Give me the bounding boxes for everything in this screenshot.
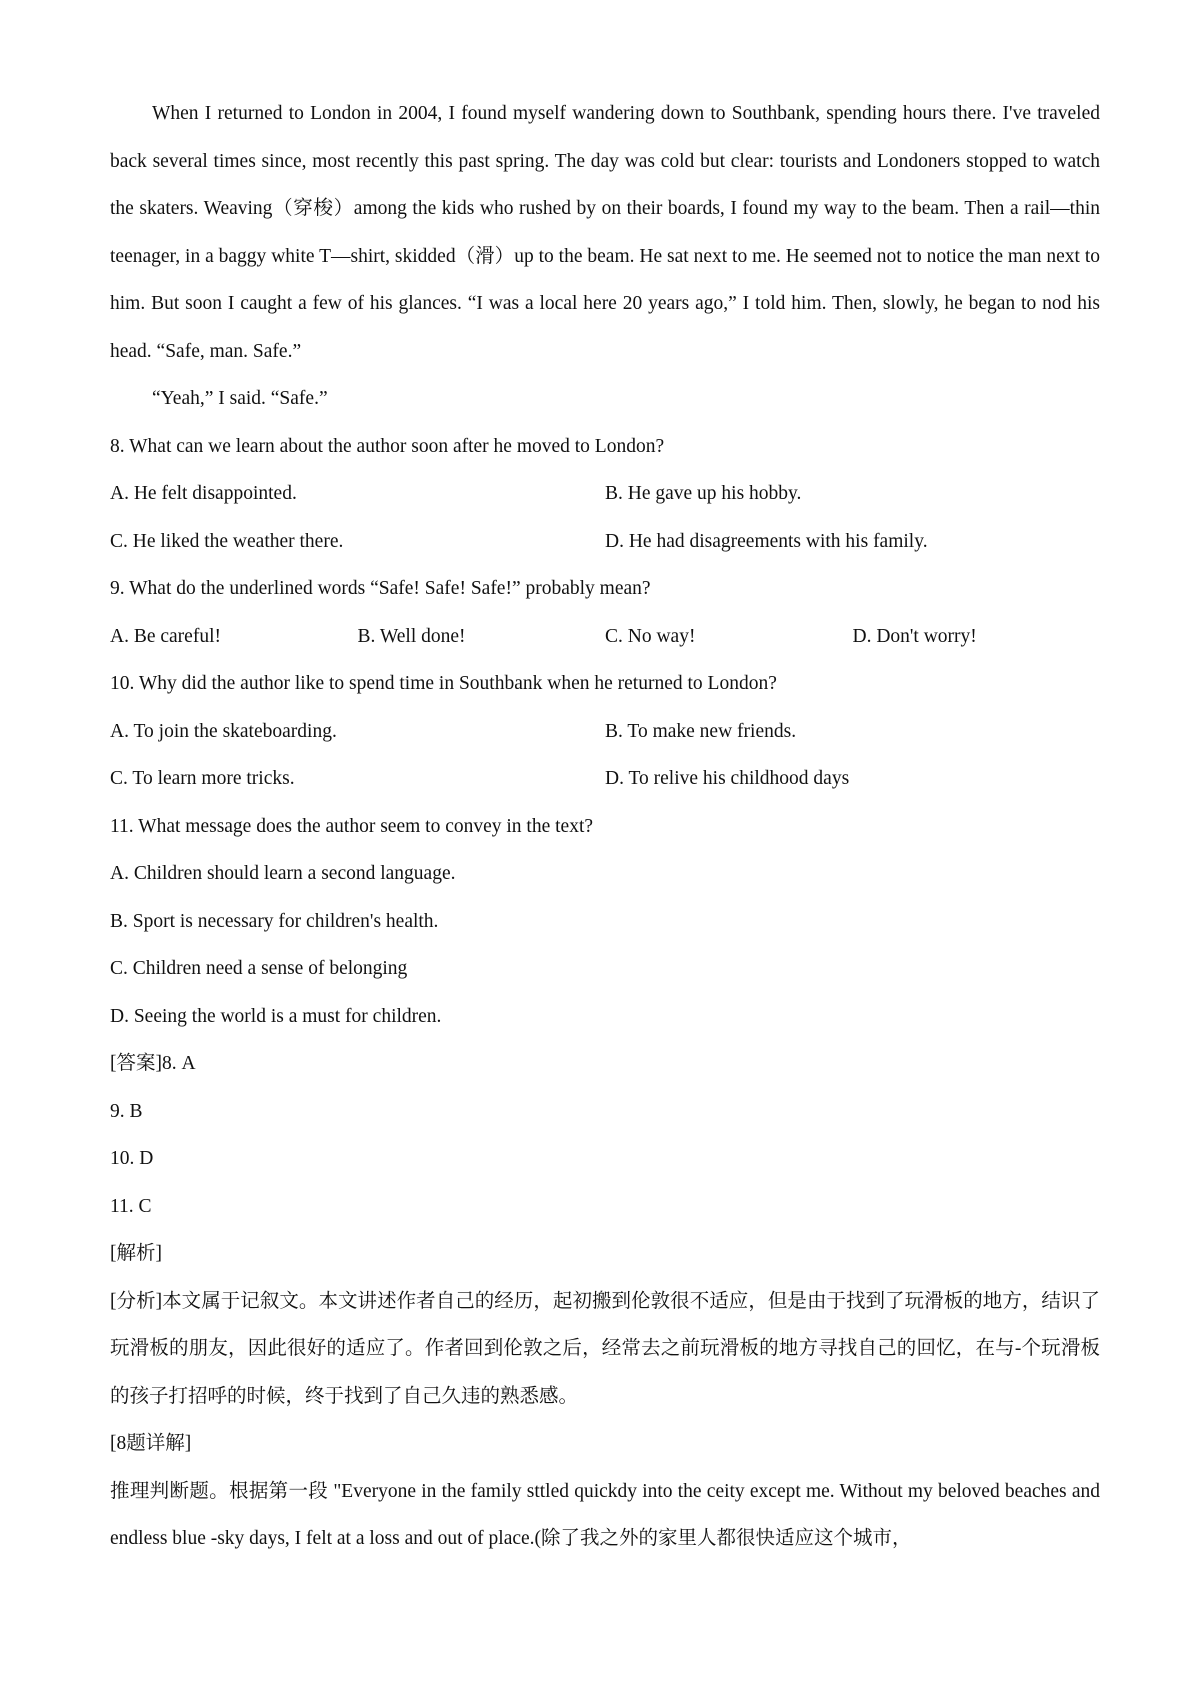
answer-line-8: [答案]8. A [110,1053,196,1074]
question-8-options-row-1 [110,470,1100,518]
document-page [110,90,1100,1563]
question-9-option-c: C. No way! [605,625,696,647]
passage-paragraph-1: When I returned to London in 2004, I found myself wandering down to Southbank, spending hours there. I've traveled back several times since, most recently this past spring. The day was cold but clear: tourists and Londoners stopped to watch the skaters. Weaving（穿梭）among the kids who rushed by on their boards, I found my way to the beam. Then a rail—thin teenager, in a baggy white T—shirt, skidded（滑）up to the beam. He sat next to me. He seemed not to notice the man next to him. But soon I caught a few of his glances. “I was a local here 20 years ago,” I told him. Then, slowly, he began to nod his head. “Safe, man. Safe.” [110,103,1100,362]
question-11-option-b: B. Sport is necessary for children's health. [110,910,439,932]
passage-paragraph-2: “Yeah,” I said. “Safe.” [152,388,328,409]
question-8-option-a: A. He felt disappointed. [110,483,297,504]
question-8-options-row-2 [110,518,1100,566]
analysis-heading: [解析] [110,1243,162,1264]
q8-detail-heading: [8题详解] [110,1433,192,1454]
question-9-options-row [110,613,1100,661]
question-11-option-d: D. Seeing the world is a must for children. [110,1005,442,1027]
question-11-option-c: C. Children need a sense of belonging [110,958,408,979]
question-10-option-b: B. To make new friends. [605,720,797,742]
question-8-stem: 8. What can we learn about the author soon after he moved to London? [110,435,665,457]
question-10-options-row-1 [110,708,1100,756]
question-9-option-b: B. Well done! [357,625,466,647]
question-9-stem: 9. What do the underlined words “Safe! Safe! Safe!” probably mean? [110,578,651,599]
answer-line-10: 10. D [110,1148,154,1169]
question-8-option-b: B. He gave up his hobby. [605,483,802,504]
answer-line-11: 11. C [110,1195,152,1217]
analysis-summary: [分析]本文属于记叙文。本文讲述作者自己的经历，起初搬到伦敦很不适应，但是由于找到了玩滑板的地方，结识了玩滑板的朋友，因此很好的适应了。作者回到伦敦之后，经常去之前玩滑板的地方寻找自己的回忆，在与-个玩滑板的孩子打招呼的时候，终于找到了自己久违的熟悉感。 [110,1290,1100,1407]
question-11-stem: 11. What message does the author seem to convey in the text? [110,815,594,837]
question-8-option-c: C. He liked the weather there. [110,530,344,552]
question-10-option-c: C. To learn more tricks. [110,768,295,789]
answer-line-9: 9. B [110,1100,143,1122]
question-11-option-a: A. Children should learn a second language. [110,863,456,884]
question-10-option-a: A. To join the skateboarding. [110,720,337,742]
question-8-option-d: D. He had disagreements with his family. [605,530,928,552]
question-10-option-d: D. To relive his childhood days [605,768,850,789]
question-9-option-a: A. Be careful! [110,625,221,647]
question-10-options-row-2 [110,755,1100,803]
question-10-stem: 10. Why did the author like to spend time in Southbank when he returned to London? [110,673,777,694]
question-9-option-d: D. Don't worry! [852,625,977,647]
q8-detail-text: 推理判断题。根据第一段 "Everyone in the family sttled quickdy into the ceity except me. Without my beloved beaches and endless blue -sky days, I felt at a loss and out of place.(除了我之外的家里人都很快适应这个城市， [110,1480,1100,1549]
